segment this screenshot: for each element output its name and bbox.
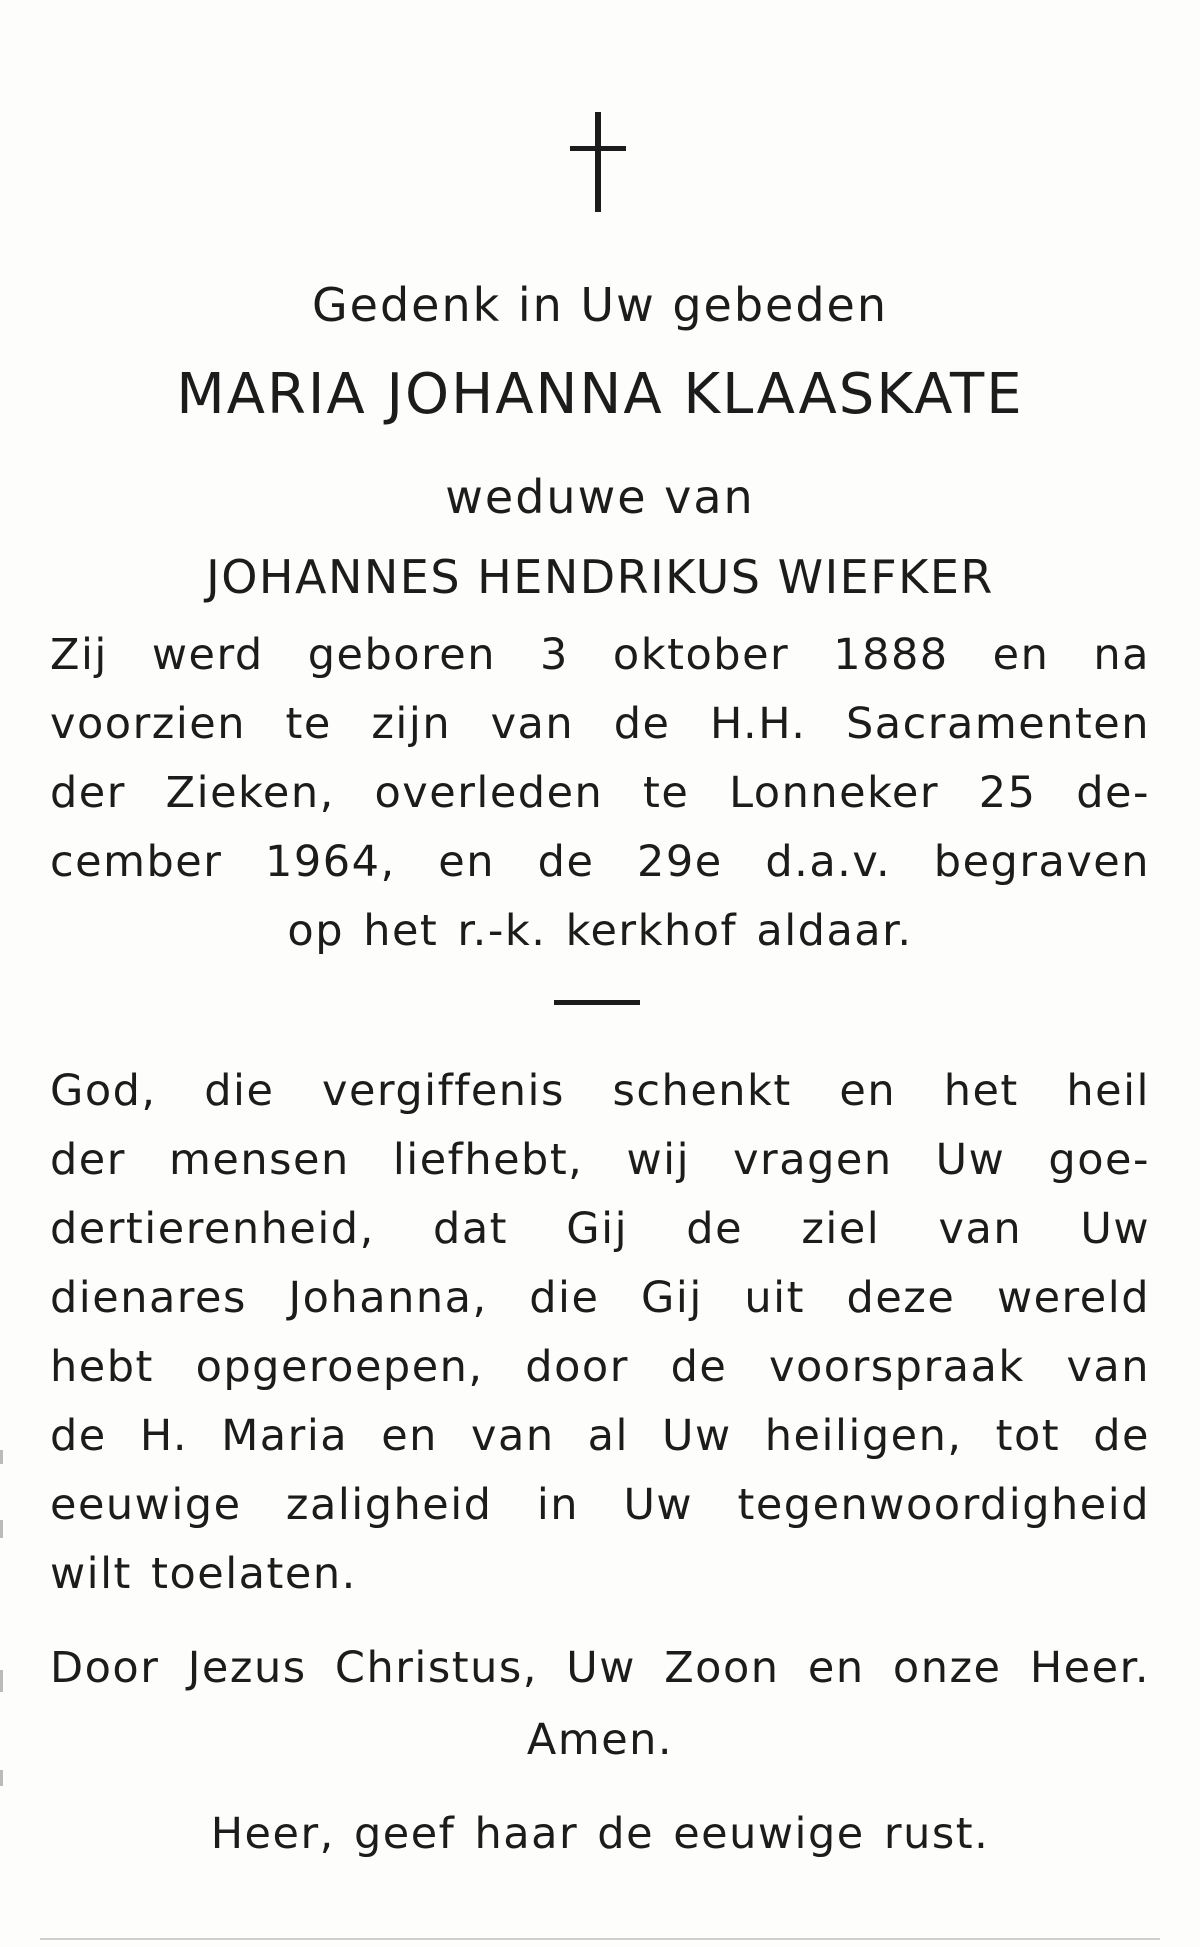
section-divider [554, 1000, 640, 1005]
prayer-line: wilt toelaten. [50, 1549, 357, 1599]
scan-edge-mark [0, 1770, 3, 1786]
prayer-line: de H. Maria en van al Uw heiligen, tot de [50, 1411, 1150, 1461]
scan-edge-mark [0, 1450, 3, 1464]
deceased-name: MARIA JOHANNA KLAASKATE [176, 362, 1024, 427]
biography-line: cember 1964, en de 29e d.a.v. begraven [50, 837, 1150, 887]
relation-text: weduwe van [445, 470, 755, 524]
biography-line: Zij werd geboren 3 oktober 1888 en na [50, 630, 1150, 680]
biography-line: op het r.-k. kerkhof aldaar. [287, 906, 913, 956]
prayer-line: dienares Johanna, die Gij uit deze wereld [50, 1273, 1150, 1323]
scan-bottom-line [40, 1938, 1160, 1940]
final-prayer: Heer, geef haar de eeuwige rust. [210, 1809, 990, 1859]
scan-edge-mark [0, 1520, 3, 1538]
amen-text: Amen. [526, 1715, 674, 1765]
prayer-line: der mensen liefhebt, wij vragen Uw goe- [50, 1135, 1150, 1185]
prayer-line: eeuwige zaligheid in Uw tegenwoordigheid [50, 1480, 1150, 1530]
biography-line: der Zieken, overleden te Lonneker 25 de- [50, 768, 1150, 818]
closing-line: Door Jezus Christus, Uw Zoon en onze Heer. [50, 1643, 1150, 1693]
prayer-line: dertierenheid, dat Gij de ziel van Uw [50, 1204, 1150, 1254]
prayer-line: God, die vergiffenis schenkt en het heil [50, 1066, 1150, 1116]
intro-text: Gedenk in Uw gebeden [312, 278, 888, 332]
prayer-line: hebt opgeroepen, door de voorspraak van [50, 1342, 1150, 1392]
scan-edge-mark [0, 1670, 3, 1692]
biography-line: voorzien te zijn van de H.H. Sacramenten [50, 699, 1150, 749]
cross-icon [570, 112, 626, 212]
spouse-name: JOHANNES HENDRIKUS WIEFKER [206, 550, 994, 604]
